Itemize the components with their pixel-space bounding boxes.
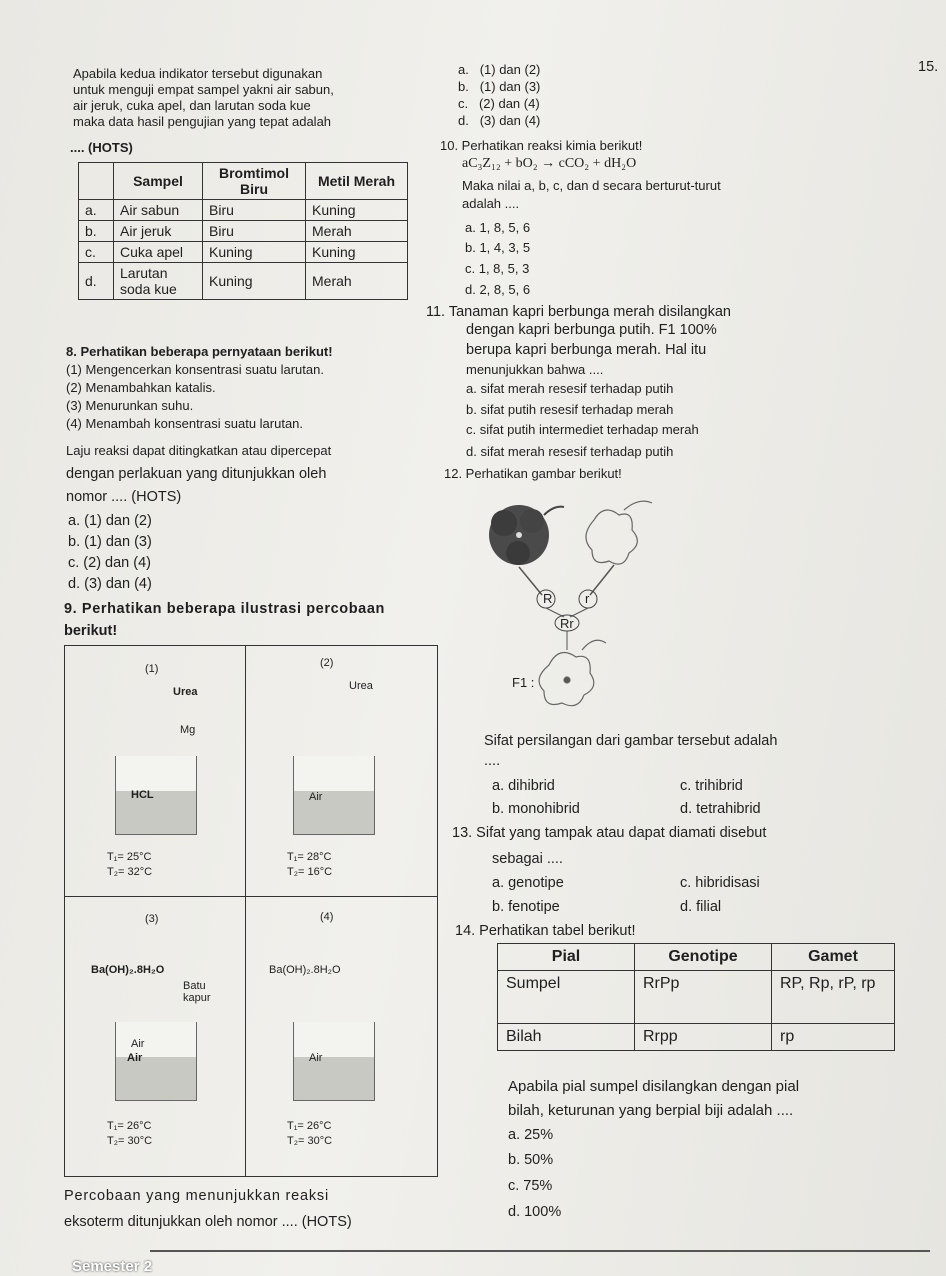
q13-option-d: d. filial <box>680 899 722 915</box>
table-cell: b. <box>79 221 114 242</box>
table-cell: RP, Rp, rP, rp <box>772 971 895 1024</box>
option-b <box>458 79 540 95</box>
table-cell: Kuning <box>203 263 306 300</box>
panel-2-beaker <box>293 756 375 835</box>
table-cell: Biru <box>203 200 306 221</box>
panel-2-temp-1: T₁= 28°C <box>287 851 332 863</box>
table-cell: Rrpp <box>635 1024 772 1051</box>
q10-option-d: d. 2, 8, 5, 6 <box>465 282 531 297</box>
q7-line-4: maka data hasil pengujian yang tepat adalah <box>73 114 332 129</box>
table-header: Pial <box>498 944 635 971</box>
panel-2-temp-2: T₂= 16°C <box>287 866 333 878</box>
panel-1-temp-1: T₁= 25°C <box>107 851 152 863</box>
table-cell: Sumpel <box>498 971 635 1024</box>
q10-equation: aC₃Z₁₂ + bO₂ → cCO₂ + dH₂O <box>462 156 637 171</box>
f1-flower-icon <box>539 640 606 705</box>
panel-4-liquid: Air <box>309 1052 323 1064</box>
q8-item-4: (4) Menambah konsentrasi suatu larutan. <box>66 416 304 431</box>
q11-line-2: dengan kapri berbunga putih. F1 100% <box>466 322 717 338</box>
q13-option-b: b. fenotipe <box>492 899 560 915</box>
option-text: (3) dan (4) <box>479 113 541 128</box>
panel-2-liquid: Air <box>309 791 323 803</box>
q11-option-a: a. sifat merah resesif terhadap putih <box>466 381 674 396</box>
panel-1-temp-2: T₂= 32°C <box>107 866 153 878</box>
q12-option-d: d. tetrahibrid <box>680 801 761 817</box>
q10-line-1: Maka nilai a, b, c, dan d secara berturut-turut <box>462 178 721 193</box>
panel-1-beaker <box>115 756 197 835</box>
panel-4-solid: Ba(OH)₂.8H₂O <box>269 964 341 976</box>
table-header: Sampel <box>114 163 203 200</box>
q11-line-4: menunjukkan bahwa .... <box>466 362 604 377</box>
table-row <box>79 242 408 263</box>
table-cell: Merah <box>306 263 408 300</box>
table-row <box>498 1024 895 1051</box>
q7-table <box>78 162 408 300</box>
table-header: Genotipe <box>635 944 772 971</box>
option-letter: a. <box>458 62 469 77</box>
panel-4-temp-2: T₂= 30°C <box>287 1135 333 1147</box>
q8-item-1: (1) Mengencerkan konsentrasi suatu larutan. <box>66 362 324 377</box>
q14-option-c: c. 75% <box>508 1178 553 1194</box>
option-text: (2) dan (4) <box>478 96 540 111</box>
label-r: r <box>585 591 590 606</box>
q12-option-c: c. trihibrid <box>680 778 743 794</box>
q10-option-c: c. 1, 8, 5, 3 <box>465 261 530 276</box>
table-row <box>79 221 408 242</box>
q11-option-b: b. sifat putih resesif terhadap merah <box>466 402 674 417</box>
table-cell: d. <box>79 263 114 300</box>
q10-line-2: adalah .... <box>462 196 520 211</box>
q10-prompt: 10. Perhatikan reaksi kimia berikut! <box>440 138 643 153</box>
q13-line-1: 13. Sifat yang tampak atau dapat diamati disebut <box>452 825 767 841</box>
option-a <box>458 62 540 78</box>
q7-line-1: Apabila kedua indikator tersebut digunakan <box>73 66 323 81</box>
q8-line-2: dengan perlakuan yang ditunjukkan oleh <box>66 466 327 482</box>
table-cell: Cuka apel <box>114 242 203 263</box>
panel-3-temp-2: T₂= 30°C <box>107 1135 153 1147</box>
panel-2-number: (2) <box>320 657 334 669</box>
table-cell: Air sabun <box>114 200 203 221</box>
q14-table <box>497 943 895 1051</box>
q8-option-b: b. (1) dan (3) <box>68 534 152 550</box>
footer-semester: Semester 2 <box>72 1258 153 1275</box>
q9-question-2: eksoterm ditunjukkan oleh nomor .... (HOTS) <box>64 1214 352 1230</box>
table-header: Bromtimol Biru <box>203 163 306 200</box>
table-cell: Merah <box>306 221 408 242</box>
option-c <box>458 96 540 112</box>
panel-1-liquid: HCL <box>131 789 154 801</box>
footer-rule <box>150 1250 930 1252</box>
q8-prompt: 8. Perhatikan beberapa pernyataan berikut! <box>66 344 333 359</box>
table-header <box>79 163 114 200</box>
q12-prompt: 12. Perhatikan gambar berikut! <box>444 466 622 481</box>
page-number: 15. <box>918 59 939 75</box>
table-cell: Kuning <box>306 242 408 263</box>
q9-prompt-2: berikut! <box>64 623 118 639</box>
q12-question-2: .... <box>484 753 501 769</box>
red-flower-icon <box>489 505 564 565</box>
panel-3-temp-1: T₁= 26°C <box>107 1120 152 1132</box>
grid-divider-horizontal <box>65 896 437 897</box>
panel-4-number: (4) <box>320 911 334 923</box>
q7-line-3: air jeruk, cuka apel, dan larutan soda kue <box>73 98 311 113</box>
cross-diagram <box>474 495 674 725</box>
panel-3-liquid: Air <box>127 1052 143 1064</box>
table-row <box>79 200 408 221</box>
grid-divider-vertical <box>245 646 246 1176</box>
label-R: R <box>543 591 553 606</box>
table-cell: Kuning <box>306 200 408 221</box>
q8-line-1: Laju reaksi dapat ditingkatkan atau dipercepat <box>66 443 332 458</box>
cross-line-left <box>519 567 542 595</box>
option-text: (1) dan (2) <box>479 62 541 77</box>
q14-question-1: Apabila pial sumpel disilangkan dengan pial <box>508 1078 800 1095</box>
q7-line-2: untuk menguji empat sampel yakni air sabun, <box>73 82 334 97</box>
q14-prompt: 14. Perhatikan tabel berikut! <box>455 923 636 939</box>
panel-1-solid: Urea <box>173 686 198 698</box>
panel-3-solid: Ba(OH)₂.8H₂O <box>91 964 165 976</box>
label-F1: F1 : <box>512 675 535 690</box>
table-cell: Air jeruk <box>114 221 203 242</box>
q8-item-2: (2) Menambahkan katalis. <box>66 380 216 395</box>
table-cell: c. <box>79 242 114 263</box>
q8-option-d: d. (3) dan (4) <box>68 576 152 592</box>
table-cell: rp <box>772 1024 895 1051</box>
q8-line-3: nomor .... (HOTS) <box>66 489 182 505</box>
panel-1-number: (1) <box>145 663 159 675</box>
q11-option-c: c. sifat putih intermediet terhadap merah <box>466 422 699 437</box>
table-row <box>498 971 895 1024</box>
option-text: (1) dan (3) <box>479 79 541 94</box>
option-d <box>458 113 540 129</box>
q14-question-2: bilah, keturunan yang berpial biji adalah .... <box>508 1102 794 1119</box>
q8-item-3: (3) Menurunkan suhu. <box>66 398 194 413</box>
q13-option-c: c. hibridisasi <box>680 875 760 891</box>
q14-option-b: b. 50% <box>508 1152 554 1168</box>
panel-4-temp-1: T₁= 26°C <box>287 1120 332 1132</box>
q14-option-d: d. 100% <box>508 1204 562 1220</box>
q8-option-c: c. (2) dan (4) <box>68 555 151 571</box>
experiment-grid <box>64 645 438 1177</box>
option-letter: b. <box>458 79 469 94</box>
q11-line-3: berupa kapri berbunga merah. Hal itu <box>466 342 707 358</box>
panel-3-number: (3) <box>145 913 159 925</box>
q10-option-b: b. 1, 4, 3, 5 <box>465 240 531 255</box>
table-header-row <box>79 163 408 200</box>
q7-hots: .... (HOTS) <box>70 140 133 155</box>
table-cell: Bilah <box>498 1024 635 1051</box>
table-cell: RrPp <box>635 971 772 1024</box>
q11-option-d: d. sifat merah resesif terhadap putih <box>466 444 674 459</box>
table-cell: Biru <box>203 221 306 242</box>
q13-line-2: sebagai .... <box>492 851 563 867</box>
q11-line-1: 11. Tanaman kapri berbunga merah disilangkan <box>426 304 731 320</box>
q10-option-a: a. 1, 8, 5, 6 <box>465 220 531 235</box>
white-flower-icon <box>586 501 652 564</box>
q12-question-1: Sifat persilangan dari gambar tersebut adalah <box>484 733 778 749</box>
table-cell: Larutan soda kue <box>114 263 203 300</box>
option-letter: d. <box>458 113 469 128</box>
q8-option-a: a. (1) dan (2) <box>68 513 152 529</box>
table-cell: Kuning <box>203 242 306 263</box>
table-cell: a. <box>79 200 114 221</box>
label-Rr: Rr <box>560 616 574 631</box>
q14-option-a: a. 25% <box>508 1127 554 1143</box>
panel-2-solid: Urea <box>349 680 373 692</box>
option-letter: c. <box>458 96 469 111</box>
q9-question-1: Percobaan yang menunjukkan reaksi <box>64 1188 329 1204</box>
panel-3-air-small: Air <box>131 1038 145 1050</box>
panel-1-extra: Mg <box>180 724 196 736</box>
panel-3-extra: Batu kapur <box>183 980 211 1004</box>
table-header: Metil Merah <box>306 163 408 200</box>
q12-option-a: a. dihibrid <box>492 778 555 794</box>
panel-4-beaker <box>293 1022 375 1101</box>
table-row <box>79 263 408 300</box>
cross-line-right <box>590 565 614 595</box>
q12-option-b: b. monohibrid <box>492 801 580 817</box>
table-header: Gamet <box>772 944 895 971</box>
q13-option-a: a. genotipe <box>492 875 564 891</box>
table-header-row <box>498 944 895 971</box>
q9-prompt-1: 9. Perhatikan beberapa ilustrasi percobaan <box>64 601 385 617</box>
